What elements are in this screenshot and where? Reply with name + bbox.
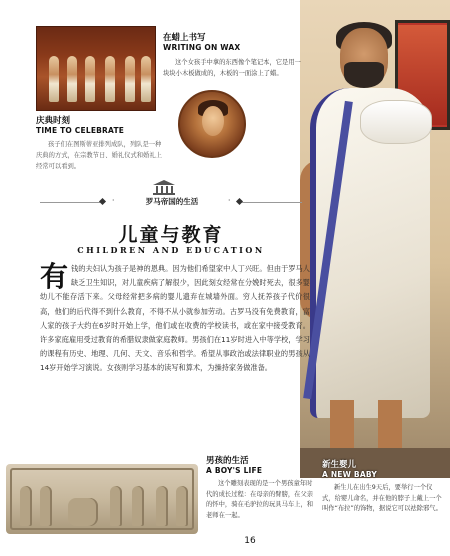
page-number: 16 (244, 536, 256, 546)
page-title: 儿童与教育 (118, 224, 224, 246)
fresco-figure (105, 56, 115, 102)
boy-life-section (206, 454, 316, 521)
writing-on-wax-section (163, 31, 301, 79)
boy-caption: 这个雕刻表现的是一个男孩童年时代的成长过程：在母亲的臂膀，在父亲的怀中，骑在毛驴拉的玩具马车上，和老师在一起。 (206, 480, 314, 519)
page-subtitle: CHILDREN AND EDUCATION (77, 245, 265, 255)
father-holding-baby-illustration (300, 0, 450, 478)
boy-zh-title: 男孩的生活 (206, 456, 249, 466)
writing-caption: 这个女孩手中拿的东西像个笔记本，它是用一块块小木板做成的，木板的一面涂上了蜡。 (163, 59, 301, 77)
baby-figure (360, 100, 432, 144)
section-label: 罗马帝国的生活 (145, 197, 199, 206)
divider-bullet: · (228, 196, 231, 205)
celebrate-en-title: TIME TO CELEBRATE (36, 126, 125, 135)
celebrate-section (36, 114, 164, 172)
temple-icon (153, 180, 175, 194)
girl-portrait-image (178, 90, 246, 158)
fresco-figure (49, 56, 59, 102)
fresco-figure (67, 56, 77, 102)
fresco-figure (85, 56, 95, 102)
boy-life-relief-image (6, 464, 198, 534)
writing-zh-title: 在蜡上书写 (163, 33, 206, 43)
section-divider (40, 180, 302, 220)
writing-en-title: WRITING ON WAX (163, 43, 241, 52)
boy-en-title: A BOY'S LIFE (206, 466, 263, 475)
new-baby-section (322, 458, 444, 515)
drop-cap: 有 (40, 260, 69, 293)
celebrate-caption: 孩子们在图斯蒂亚排列成队，列队是一种庆典的方式，在宗教节日、婚礼仪式和婚礼上经常可以看到。 (36, 141, 162, 170)
divider-bullet: · (112, 196, 115, 205)
baby-zh-title: 新生婴儿 (322, 460, 357, 470)
body-paragraph (40, 262, 310, 376)
baby-en-title: A NEW BABY (322, 470, 377, 479)
celebration-fresco-image (36, 26, 156, 111)
baby-caption: 新生儿在出生9天后，要举行一个仪式，给婴儿命名，并在他的脖子上戴上一个叫作“布拉”的饰物，据说它可以祛除邪气。 (322, 484, 442, 512)
celebrate-zh-title: 庆典时刻 (36, 116, 71, 126)
fresco-figure (141, 56, 151, 102)
fresco-figure (125, 56, 135, 102)
body-text: 钱的夫妇认为孩子是神的恩典。因为他们希望家中人丁兴旺。但由于罗马人缺乏卫生知识，对儿童疾病了解很少，因此刻女经常在分娩时死去，很多婴幼儿不能存活下来。父母经常把多病的婴儿遗弃在城墙外面。穷人抚养孩子代价很高，他们的后代得不到什么教育，不得不从小就参加劳动。古罗马没有免费教育，富人家的孩子大约在6岁时开始上学，他们或在收费的学校读书，或在家中接受教育。许多家庭雇用受过教育的希腊奴隶做家庭教师。男孩们在11岁时进入中等学校，学习的课程有历史、地理、几何、天文、音乐和哲学。希望从事政治或法律职业的男孩从14岁开始学习演说。女孩则学习基本的读写和算术，为操持家务做准备。 (40, 264, 310, 373)
